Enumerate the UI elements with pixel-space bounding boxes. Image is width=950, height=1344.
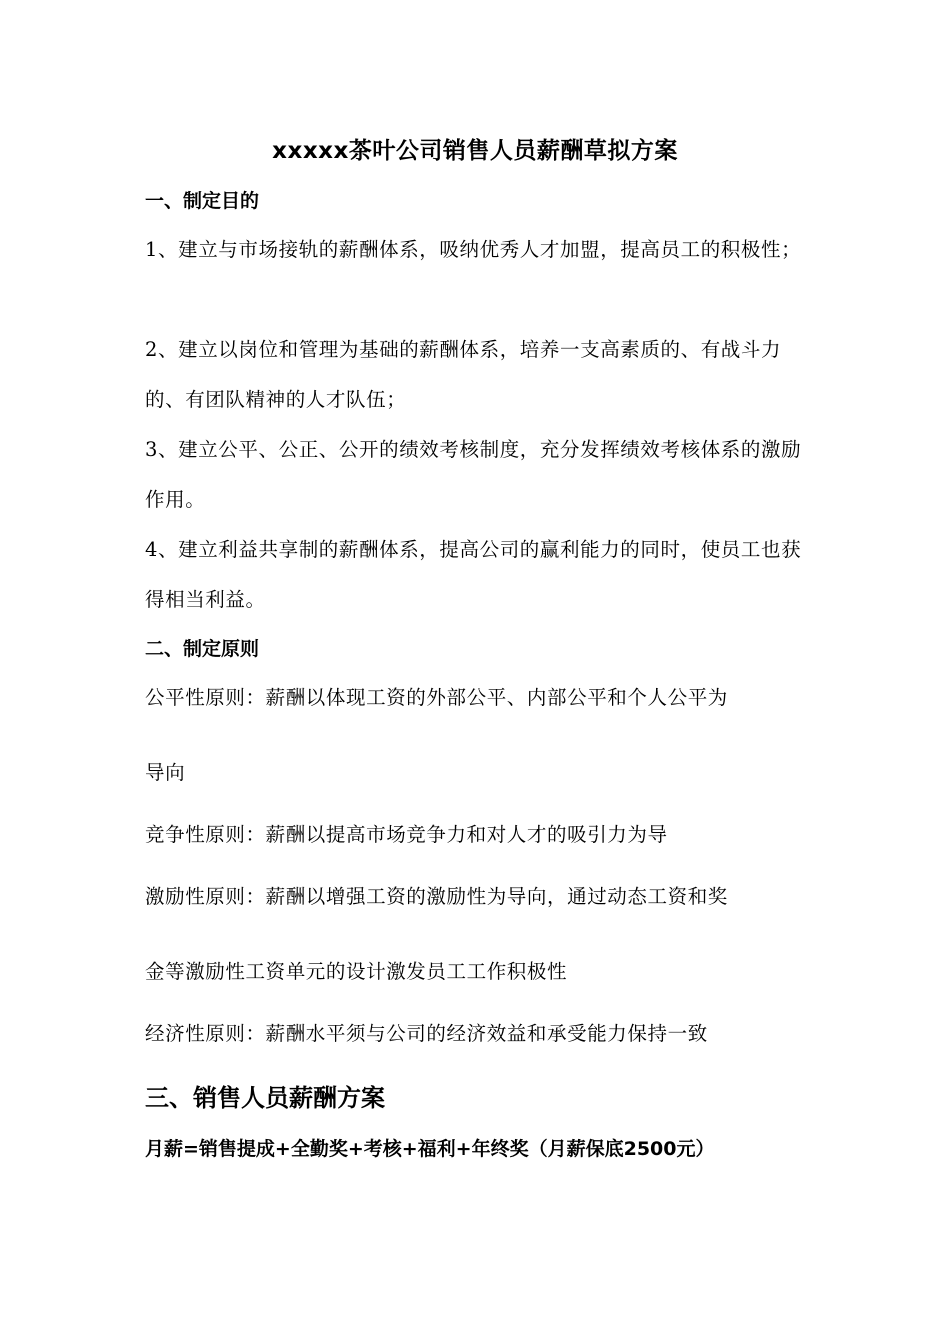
purpose-item-3: 3、建立公平、公正、公开的绩效考核制度，充分发挥绩效考核体系的激励作用。 (145, 438, 802, 511)
principle-competition: 竞争性原则：薪酬以提高市场竞争力和对人才的吸引力为导 (145, 823, 668, 846)
purpose-item-2: 2、建立以岗位和管理为基础的薪酬体系，培养一支高素质的、有战斗力的、有团队精神的人才队伍； (145, 338, 782, 411)
principle-fairness-line2: 导向 (145, 761, 186, 784)
principle-fairness-line1: 公平性原则：薪酬以体现工资的外部公平、内部公平和个人公平为 (145, 686, 728, 709)
section-heading-salary-plan: 三、销售人员薪酬方案 (145, 1084, 385, 1112)
principle-economy: 经济性原则：薪酬水平须与公司的经济效益和承受能力保持一致 (145, 1022, 708, 1045)
salary-formula: 月薪=销售提成+全勤奖+考核+福利+年终奖（月薪保底2500元） (145, 1138, 715, 1160)
section-heading-purpose: 一、制定目的 (145, 190, 260, 212)
document-title: xxxxx茶叶公司销售人员薪酬草拟方案 (272, 138, 678, 164)
principle-incentive-line2: 金等激励性工资单元的设计激发员工工作积极性 (145, 960, 568, 983)
section-heading-principles: 二、制定原则 (145, 638, 260, 660)
purpose-item-1: 1、建立与市场接轨的薪酬体系，吸纳优秀人才加盟，提高员工的积极性； (145, 238, 802, 261)
principle-incentive-line1: 激励性原则：薪酬以增强工资的激励性为导向，通过动态工资和奖 (145, 885, 728, 908)
purpose-item-4: 4、建立利益共享制的薪酬体系，提高公司的赢利能力的同时，使员工也获得相当利益。 (145, 538, 802, 611)
